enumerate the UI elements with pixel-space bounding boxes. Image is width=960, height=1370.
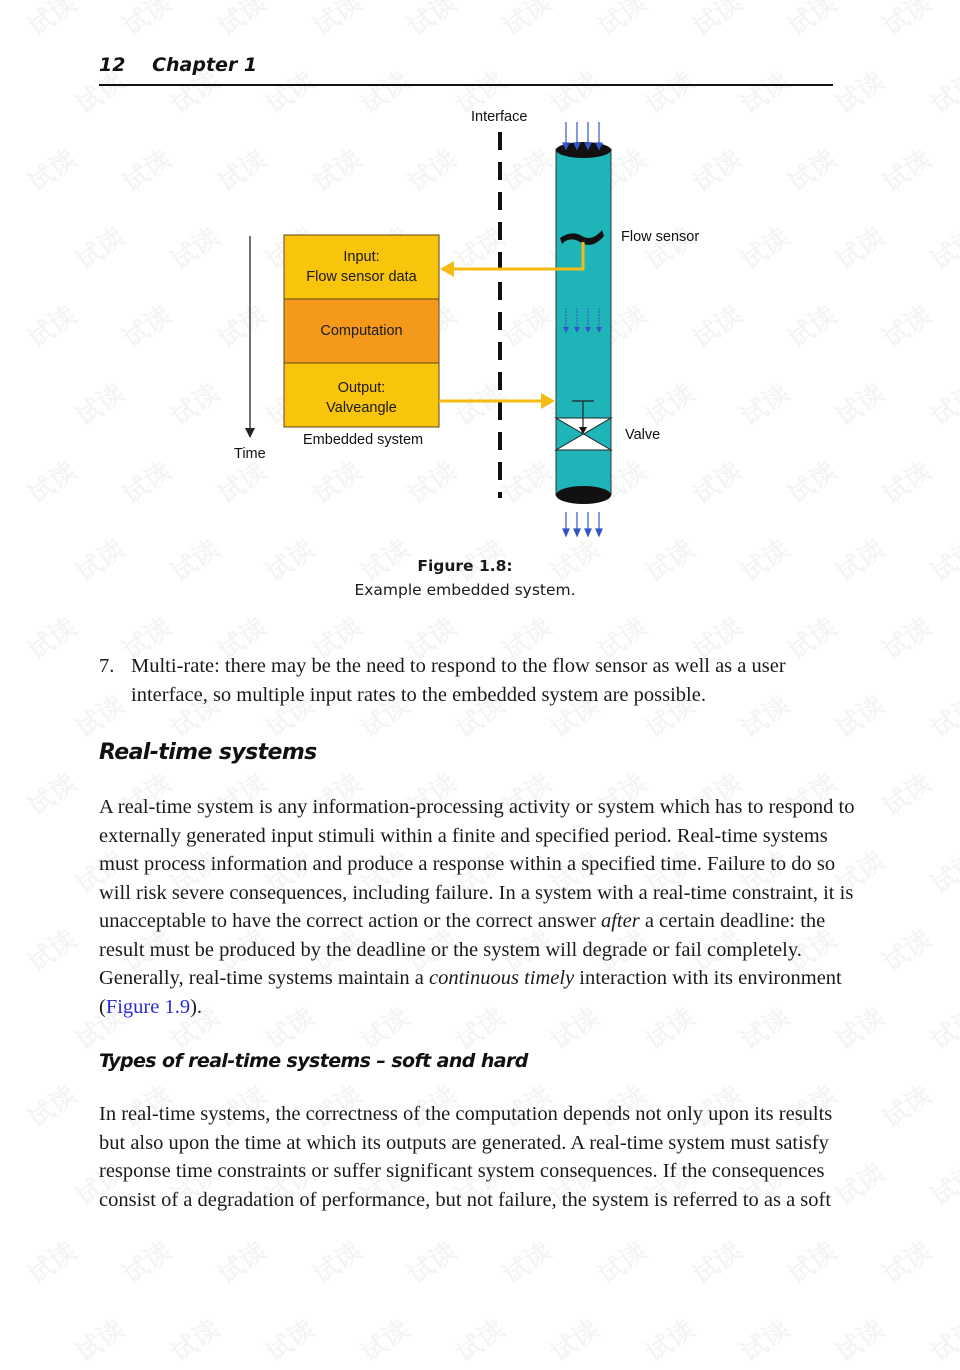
pipe-bottom-opening [556, 486, 611, 504]
figure-embedded-system [220, 100, 740, 550]
flow-sensor-label: Flow sensor [621, 229, 700, 245]
running-head [99, 54, 257, 76]
time-arrow [245, 236, 255, 438]
subsection-heading: Types of real-time systems – soft and hard [99, 1050, 528, 1072]
output-box-label: Output: Valveangle [326, 380, 397, 416]
page-number: 12 [99, 54, 126, 76]
section-heading: Real-time systems [99, 740, 317, 765]
embedded-system-label: Embedded system [303, 432, 424, 448]
computation-box-label: Computation [320, 323, 403, 339]
interface-label: Interface [471, 109, 528, 125]
time-label: Time [234, 446, 266, 462]
flow-arrows-bottom [563, 512, 602, 536]
chapter-title: Chapter 1 [152, 54, 258, 76]
paragraph: In real-time systems, the correctness of the computation depends not only upon its results but also upon the time at which its outputs are generated. A real-time system must satisfy response time constraints or suffer significant system consequences. If the consequences consist of a degradation of performance, but not failure, the system is referred to as a soft [99, 1103, 833, 1211]
input-box-label: Input: Flow sensor data [306, 249, 417, 285]
figure-caption-title: Figure 1.8: [417, 557, 513, 575]
pipe [556, 142, 611, 504]
valve-label: Valve [625, 427, 661, 443]
valve-control-arrow [439, 393, 555, 409]
list-item-number: 7. [99, 655, 115, 677]
paragraph: A real-time system is any information-processing activity or system which has to respond to externally generated input stimuli within a finite and specified period. Real-time systems must process information and produce a response within a specified time. Failure to do so will risk severe consequences, including failure. In a system with a real-time constraint, it is unacceptable to have the correct action or the correct answer after a certain deadline: the result must be produced by the deadline or the system will degrade or fail completely. Generally, real-time systems maintain a continuous timely interaction with its environment (Figure 1.9). [99, 796, 855, 1018]
figure-1-9-link[interactable]: Figure 1.9 [105, 995, 191, 1018]
list-item: 7. Multi-rate: there may be the need to respond to the flow sensor as well as a user interface, so multiple input rates to the embedded system are possible. [99, 652, 839, 709]
header-rule [99, 84, 833, 86]
figure-caption-text: Example embedded system. [354, 581, 576, 599]
